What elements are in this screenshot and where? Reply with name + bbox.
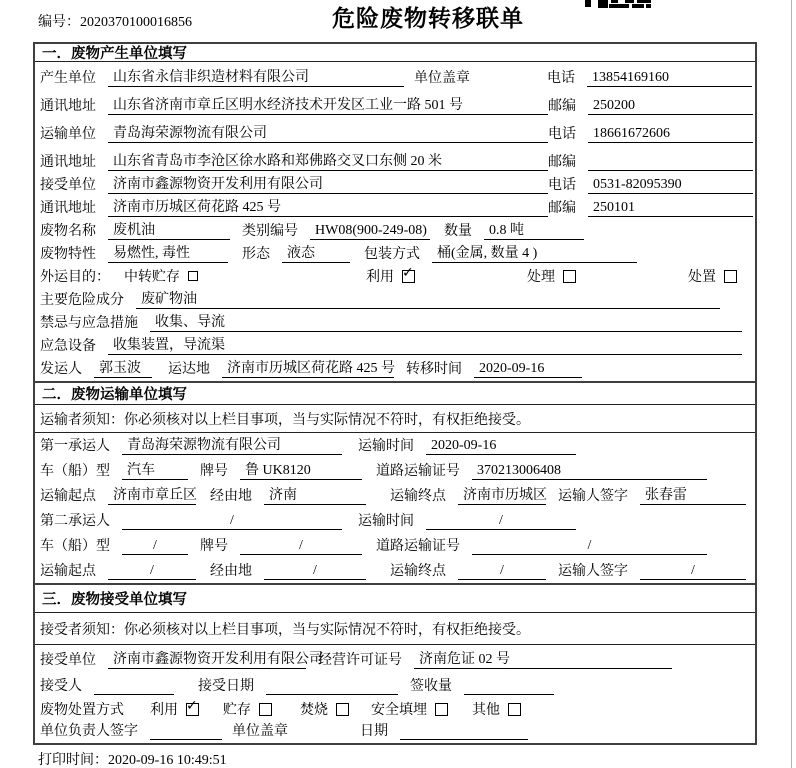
form-row-route1 [35, 483, 755, 508]
waste-character-value: 易燃性, 毒性 [108, 242, 228, 263]
print-time-value: 2020-09-16 10:49:51 [108, 753, 227, 768]
producer-unit-value: 山东省永信非织造材料有限公司 [108, 66, 404, 87]
form-state-label: 形态 [242, 247, 270, 262]
transporter-unit-label: 运输单位 [40, 127, 96, 142]
section1-header: 一．废物产生单位填写 [35, 44, 755, 62]
form-row-receiver-address [35, 197, 755, 220]
carrier-sign-label: 运输人签字 [558, 564, 628, 579]
option-label: 焚烧 [300, 703, 328, 718]
checkbox-icon [188, 271, 198, 281]
form-row-vehicle1 [35, 458, 755, 483]
form-row-taboo [35, 312, 755, 335]
carrier-sign-value: 张春雷 [640, 484, 746, 505]
road-license-label: 道路运输证号 [376, 464, 460, 479]
vehicle-type-label: 车（船）型 [40, 539, 110, 554]
endpoint-value: 济南市历城区 [458, 484, 546, 505]
manager-sign-label: 单位负责人签字 [40, 724, 138, 739]
form-row-carrier2 [35, 508, 755, 533]
form-row-vehicle2 [35, 533, 755, 558]
hazard-component-label: 主要危险成分 [40, 293, 124, 308]
transfer-date-label: 转移时间 [406, 362, 462, 377]
zip-label: 邮编 [548, 201, 576, 216]
phone-value: 13854169160 [587, 70, 752, 87]
via-label: 经由地 [210, 564, 252, 579]
purpose-option-utilize [366, 266, 415, 286]
manager-sign-value [150, 723, 222, 740]
plate-number-value: / [240, 538, 362, 555]
section3-header: 三．废物接受单位填写 [35, 583, 755, 613]
producer-unit-label: 产生单位 [40, 71, 96, 86]
checkbox-icon [186, 703, 199, 716]
form-row-transporter-address [35, 146, 755, 174]
form-row-purpose [35, 266, 755, 289]
notice-text: 你必须核对以上栏目事项，当与实际情况不符时，有权拒绝接受。 [124, 412, 530, 428]
quantity-value: 0.8 吨 [484, 219, 584, 240]
notice-label: 运输者须知： [40, 412, 124, 428]
checkbox-icon [724, 270, 737, 283]
phone-label: 电话 [548, 127, 576, 142]
carrier2-label: 第二承运人 [40, 514, 110, 529]
via-value: 济南 [264, 484, 366, 505]
origin-label: 运输起点 [40, 564, 96, 579]
form-row-waste-name [35, 220, 755, 243]
destination-label: 运达地 [168, 362, 210, 377]
receiver-unit-label: 接受单位 [40, 178, 96, 193]
permit-number-label: 经营许可证号 [318, 653, 402, 668]
address-value: 山东省青岛市李沧区徐水路和郑佛路交叉口东侧 20 米 [108, 150, 548, 171]
form-row-receiver [35, 174, 755, 197]
form-row-transporter [35, 118, 755, 146]
address-label: 通讯地址 [40, 155, 96, 170]
endpoint-value: / [458, 563, 546, 580]
form-row-hazard [35, 289, 755, 312]
receiver-notice-row [35, 613, 755, 645]
transfer-date-value: 2020-09-16 [474, 361, 582, 378]
transporter-notice-row [35, 405, 755, 433]
form-row-equipment [35, 335, 755, 358]
receiver-unit-value: 济南市鑫源物资开发利用有限公司 [108, 173, 548, 194]
option-label: 处理 [527, 270, 555, 285]
form-row-producer-address [35, 90, 755, 118]
endpoint-label: 运输终点 [390, 564, 446, 579]
purpose-option-treat [527, 266, 576, 286]
print-time [38, 749, 227, 768]
disposal-option-landfill [371, 699, 448, 719]
taboo-measures-value: 收集、导流 [150, 311, 742, 332]
carrier2-value: / [122, 513, 342, 530]
form-table [33, 42, 757, 745]
purpose-option-transfer-storage [124, 266, 198, 286]
purpose-label: 外运目的： [40, 270, 110, 285]
via-value: / [264, 563, 366, 580]
address-value: 济南市历城区荷花路 425 号 [108, 196, 548, 217]
zip-label: 邮编 [548, 155, 576, 170]
disposal-option-utilize [150, 699, 199, 719]
form-row-producer [35, 62, 755, 90]
checkbox-icon [435, 703, 448, 716]
notice-text: 你必须核对以上栏目事项，当与实际情况不符时，有权拒绝接受。 [124, 622, 530, 638]
transport-time-label: 运输时间 [358, 439, 414, 454]
page-title: 危险废物转移联单 [332, 5, 524, 31]
waste-name-label: 废物名称 [40, 224, 96, 239]
checkbox-icon [336, 703, 349, 716]
checkbox-icon [563, 270, 576, 283]
quantity-label: 数量 [444, 224, 472, 239]
disposal-option-other [472, 699, 521, 719]
signed-amount-value [464, 678, 554, 695]
form-row-shipper [35, 358, 755, 381]
disposal-option-incinerate [300, 699, 349, 719]
vehicle-type-label: 车（船）型 [40, 464, 110, 479]
serial-number [38, 11, 192, 31]
road-license-value: 370213006408 [472, 463, 707, 480]
origin-value: / [108, 563, 196, 580]
disposal-option-storage [223, 699, 272, 719]
zip-value: 250101 [588, 200, 753, 217]
qr-code-fragment [585, 0, 651, 10]
vehicle-type-value: 汽车 [122, 459, 188, 480]
emergency-equipment-value: 收集装置，导流渠 [108, 334, 742, 355]
plate-number-label: 牌号 [200, 464, 228, 479]
transporter-unit-value: 青岛海荣源物流有限公司 [108, 122, 548, 143]
form-row-carrier1 [35, 433, 755, 458]
packing-label: 包装方式 [364, 247, 420, 262]
taboo-measures-label: 禁忌与应急措施 [40, 316, 138, 331]
form-row-accept-unit [35, 645, 755, 672]
phone-label: 电话 [548, 178, 576, 193]
section2-header: 二．废物运输单位填写 [35, 381, 755, 405]
category-code-value: HW08(900-249-08) [310, 223, 430, 240]
form-row-route2 [35, 558, 755, 583]
option-label: 中转贮存 [124, 270, 180, 285]
accept-unit-value: 济南市鑫源物资开发利用有限公司 [108, 648, 306, 669]
phone-value: 18661672606 [588, 126, 753, 143]
accept-date-label: 接受日期 [198, 679, 254, 694]
unit-seal-label: 单位盖章 [232, 724, 288, 739]
disposal-method-label: 废物处置方式 [40, 703, 124, 718]
accept-date-value [266, 678, 398, 695]
option-label: 安全填埋 [371, 703, 427, 718]
waste-character-label: 废物特性 [40, 247, 96, 262]
origin-value: 济南市章丘区 [108, 484, 196, 505]
option-label: 利用 [366, 270, 394, 285]
carrier1-value: 青岛海荣源物流有限公司 [122, 434, 342, 455]
recipient-value [94, 678, 174, 695]
date-label: 日期 [360, 724, 388, 739]
zip-label: 邮编 [548, 99, 576, 114]
option-label: 贮存 [223, 703, 251, 718]
address-label: 通讯地址 [40, 99, 96, 114]
via-label: 经由地 [210, 489, 252, 504]
zip-value: 250200 [588, 98, 753, 115]
carrier-sign-label: 运输人签字 [558, 489, 628, 504]
transport-time-value: / [426, 513, 576, 530]
road-license-label: 道路运输证号 [376, 539, 460, 554]
checkbox-icon [508, 703, 521, 716]
endpoint-label: 运输终点 [390, 489, 446, 504]
origin-label: 运输起点 [40, 489, 96, 504]
plate-number-value: 鲁 UK8120 [240, 459, 362, 480]
destination-value: 济南市历城区荷花路 425 号 [222, 357, 394, 378]
form-state-value: 液态 [282, 242, 350, 263]
zip-value [588, 154, 753, 171]
address-value: 山东省济南市章丘区明水经济技术开发区工业一路 501 号 [108, 94, 548, 115]
accept-unit-label: 接受单位 [40, 653, 96, 668]
unit-seal-label: 单位盖章 [414, 71, 470, 86]
form-row-waste-character [35, 243, 755, 266]
carrier-sign-value: / [640, 563, 746, 580]
shipper-label: 发运人 [40, 362, 82, 377]
address-label: 通讯地址 [40, 201, 96, 216]
option-label: 处置 [688, 270, 716, 285]
signed-amount-label: 签收量 [410, 679, 452, 694]
category-code-label: 类别编号 [242, 224, 298, 239]
emergency-equipment-label: 应急设备 [40, 339, 96, 354]
serial-label: 编号： [38, 15, 80, 30]
date-value [400, 723, 528, 740]
packing-value: 桶(金属, 数量 4 ) [432, 242, 637, 263]
page-edge-line [791, 0, 792, 768]
checkbox-icon [259, 703, 272, 716]
plate-number-label: 牌号 [200, 539, 228, 554]
checkbox-icon [402, 270, 415, 283]
shipper-value: 郭玉波 [94, 357, 152, 378]
purpose-option-dispose [688, 266, 737, 286]
option-label: 其他 [472, 703, 500, 718]
vehicle-type-value: / [122, 538, 188, 555]
phone-value: 0531-82095390 [588, 177, 753, 194]
road-license-value: / [472, 538, 707, 555]
option-label: 利用 [150, 703, 178, 718]
permit-number-value: 济南危证 02 号 [414, 648, 672, 669]
transport-time-label: 运输时间 [358, 514, 414, 529]
form-row-disposal [35, 698, 755, 722]
hazard-component-value: 废矿物油 [136, 288, 720, 309]
waste-name-value: 废机油 [108, 219, 230, 240]
print-time-label: 打印时间： [38, 753, 108, 768]
phone-label: 电话 [547, 71, 575, 86]
recipient-label: 接受人 [40, 679, 82, 694]
notice-label: 接受者须知： [40, 622, 124, 638]
carrier1-label: 第一承运人 [40, 439, 110, 454]
transport-time-value: 2020-09-16 [426, 438, 576, 455]
form-row-manager-sign [35, 722, 755, 743]
serial-value: 2020370100016856 [80, 15, 192, 30]
form-row-recipient [35, 672, 755, 698]
